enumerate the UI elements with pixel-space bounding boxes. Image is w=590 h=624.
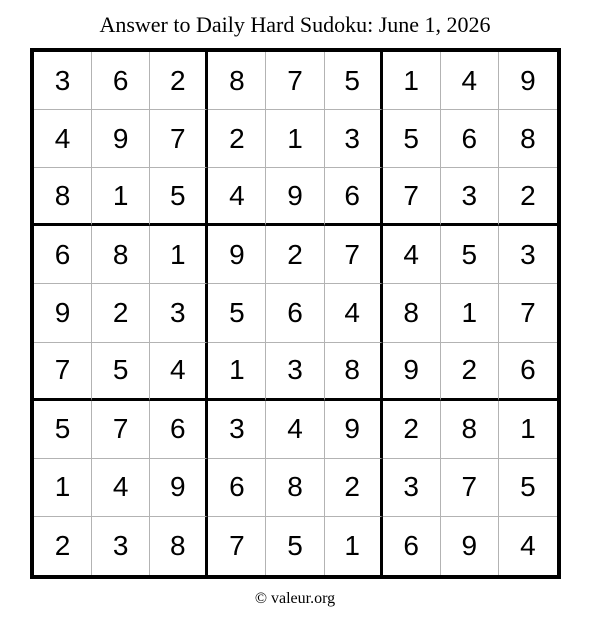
sudoku-cell-r8c5: 8 bbox=[266, 459, 324, 517]
sudoku-cell-r1c5: 7 bbox=[266, 52, 324, 110]
sudoku-cell-r2c2: 9 bbox=[92, 110, 150, 168]
sudoku-cell-r1c1: 3 bbox=[34, 52, 92, 110]
sudoku-cell-r1c3: 2 bbox=[150, 52, 208, 110]
sudoku-cell-r5c7: 8 bbox=[383, 284, 441, 342]
sudoku-cell-r4c2: 8 bbox=[92, 226, 150, 284]
sudoku-cell-r2c4: 2 bbox=[208, 110, 266, 168]
page-title: Answer to Daily Hard Sudoku: June 1, 2026 bbox=[99, 12, 491, 37]
sudoku-cell-r7c4: 3 bbox=[208, 401, 266, 459]
sudoku-cell-r9c2: 3 bbox=[92, 517, 150, 575]
sudoku-cell-r9c8: 9 bbox=[441, 517, 499, 575]
sudoku-cell-r8c3: 9 bbox=[150, 459, 208, 517]
sudoku-cell-r9c1: 2 bbox=[34, 517, 92, 575]
sudoku-cell-r4c9: 3 bbox=[499, 226, 557, 284]
sudoku-cell-r6c4: 1 bbox=[208, 343, 266, 401]
sudoku-cell-r2c9: 8 bbox=[499, 110, 557, 168]
sudoku-cell-r6c2: 5 bbox=[92, 343, 150, 401]
sudoku-cell-r3c5: 9 bbox=[266, 168, 324, 226]
sudoku-cell-r9c9: 4 bbox=[520, 529, 536, 561]
sudoku-cell-r2c3: 7 bbox=[150, 110, 208, 168]
sudoku-cell-r7c7: 2 bbox=[383, 401, 441, 459]
sudoku-cell-r4c8: 5 bbox=[441, 226, 499, 284]
sudoku-cell-r5c2: 2 bbox=[92, 284, 150, 342]
sudoku-cell-r3c2: 1 bbox=[92, 168, 150, 226]
copyright-footer: © valeur.org bbox=[254, 590, 336, 607]
sudoku-cell-r9c7: 6 bbox=[383, 517, 441, 575]
sudoku-cell-r3c7: 7 bbox=[383, 168, 441, 226]
sudoku-cell-r1c4: 8 bbox=[208, 52, 266, 110]
sudoku-cell-r4c1: 6 bbox=[34, 226, 92, 284]
sudoku-cell-r9c3: 8 bbox=[150, 517, 208, 575]
sudoku-cell-r7c6: 9 bbox=[325, 401, 383, 459]
sudoku-cell-r8c4: 6 bbox=[208, 459, 266, 517]
sudoku-cell-r4c6: 7 bbox=[325, 226, 383, 284]
sudoku-cell-r1c8: 4 bbox=[441, 52, 499, 110]
sudoku-cell-r8c6: 2 bbox=[325, 459, 383, 517]
sudoku-cell-r3c9: 2 bbox=[499, 168, 557, 226]
sudoku-cell-r5c5: 6 bbox=[266, 284, 324, 342]
sudoku-cell-r6c9: 6 bbox=[499, 343, 557, 401]
sudoku-cell-r7c2: 7 bbox=[92, 401, 150, 459]
sudoku-cell-r1c6: 5 bbox=[325, 52, 383, 110]
sudoku-cell-r5c3: 3 bbox=[150, 284, 208, 342]
sudoku-cell-r1c2: 6 bbox=[92, 52, 150, 110]
sudoku-cell-r6c1: 7 bbox=[34, 343, 92, 401]
sudoku-cell-r3c4: 4 bbox=[208, 168, 266, 226]
sudoku-cell-r7c3: 6 bbox=[150, 401, 208, 459]
sudoku-cell-r8c7: 3 bbox=[383, 459, 441, 517]
sudoku-cell-r6c8: 2 bbox=[441, 343, 499, 401]
sudoku-cell-r7c1: 5 bbox=[34, 401, 92, 459]
sudoku-cell-r6c7: 9 bbox=[383, 343, 441, 401]
sudoku-cell-r8c8: 7 bbox=[441, 459, 499, 517]
sudoku-cell-r2c6: 3 bbox=[325, 110, 383, 168]
sudoku-cell-r9c4: 7 bbox=[208, 517, 266, 575]
sudoku-cell-r5c8: 1 bbox=[441, 284, 499, 342]
sudoku-cell-r6c5: 3 bbox=[266, 343, 324, 401]
sudoku-cell-r6c6: 8 bbox=[325, 343, 383, 401]
sudoku-cell-r1c7: 1 bbox=[383, 52, 441, 110]
sudoku-cell-r8c9: 5 bbox=[499, 459, 557, 517]
sudoku-cell-r7c9: 1 bbox=[499, 401, 557, 459]
sudoku-cell-r2c5: 1 bbox=[266, 110, 324, 168]
sudoku-cell-r1c9: 9 bbox=[499, 52, 557, 110]
sudoku-cell-r3c6: 6 bbox=[325, 168, 383, 226]
sudoku-cell-r3c8: 3 bbox=[441, 168, 499, 226]
sudoku-cell-r8c2: 4 bbox=[92, 459, 150, 517]
sudoku-cell-r9c6: 1 bbox=[325, 517, 383, 575]
sudoku-cell-r5c6: 4 bbox=[325, 284, 383, 342]
sudoku-cell-r6c3: 4 bbox=[150, 343, 208, 401]
sudoku-cell-r2c1: 4 bbox=[34, 110, 92, 168]
sudoku-cell-r2c8: 6 bbox=[441, 110, 499, 168]
sudoku-cell-r5c9: 7 bbox=[499, 284, 557, 342]
sudoku-cell-r8c1: 1 bbox=[34, 459, 92, 517]
sudoku-cell-r7c8: 8 bbox=[441, 401, 499, 459]
sudoku-cell-r3c3: 5 bbox=[150, 168, 208, 226]
sudoku-cell-r4c3: 1 bbox=[150, 226, 208, 284]
sudoku-cell-r4c5: 2 bbox=[266, 226, 324, 284]
sudoku-cell-r4c7: 4 bbox=[383, 226, 441, 284]
sudoku-cell-r2c7: 5 bbox=[383, 110, 441, 168]
sudoku-board bbox=[30, 48, 561, 579]
sudoku-cell-r3c1: 8 bbox=[34, 168, 92, 226]
sudoku-cell-r4c4: 9 bbox=[208, 226, 266, 284]
sudoku-cell-r9c5: 5 bbox=[266, 517, 324, 575]
sudoku-cell-r5c1: 9 bbox=[34, 284, 92, 342]
sudoku-cell-r7c5: 4 bbox=[266, 401, 324, 459]
sudoku-cell-r5c4: 5 bbox=[208, 284, 266, 342]
